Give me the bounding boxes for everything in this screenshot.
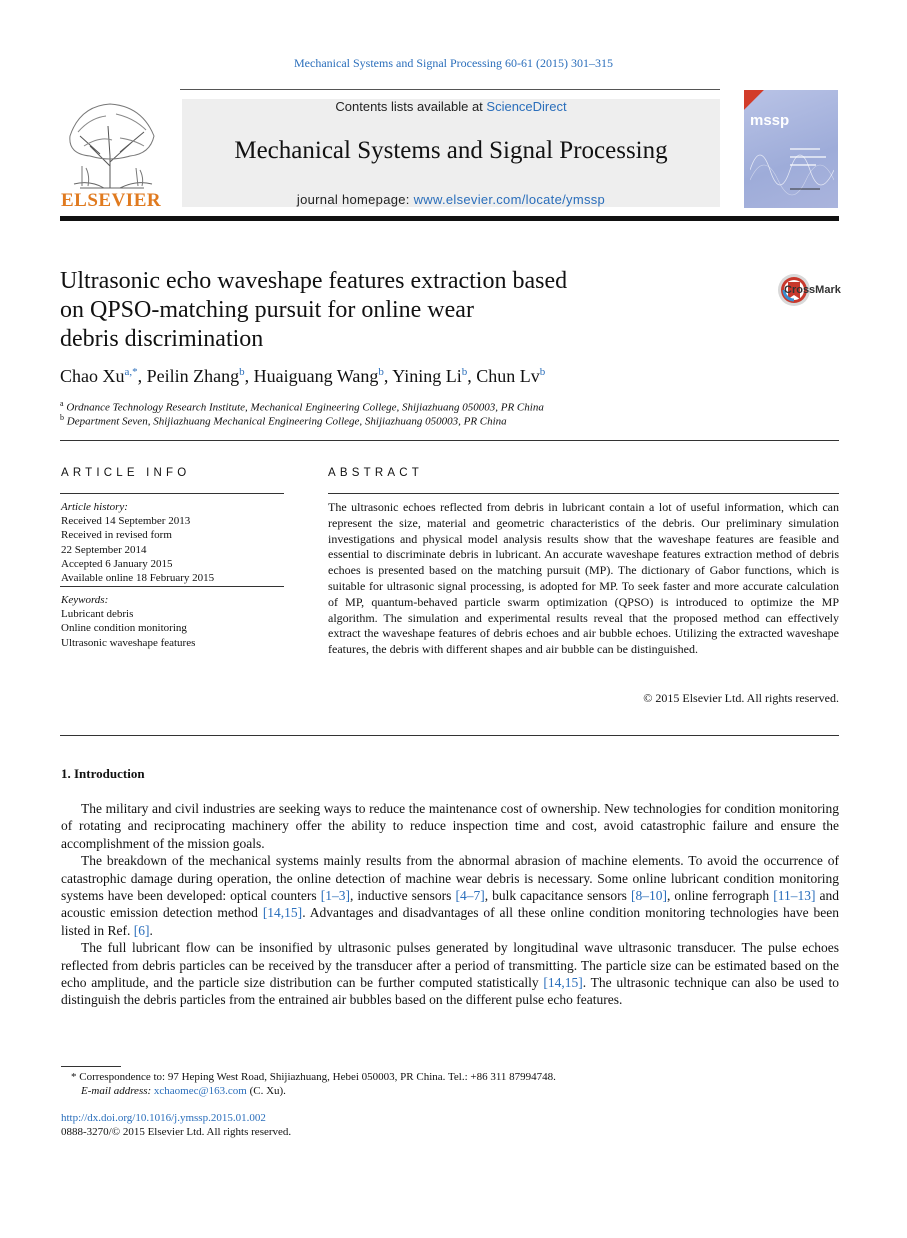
introduction-body (61, 800, 839, 1009)
history-label: Article history: (61, 501, 128, 513)
author-name[interactable]: Huaiguang Wang (253, 366, 379, 386)
affiliation-text: Department Seven, Shijiazhuang Mechanical Engineering College, Shijiazhuang 050003, PR China (66, 415, 507, 428)
footnote-rule (61, 1066, 121, 1067)
text-run: , inductive sensors (349, 888, 456, 904)
title-line: debris discrimination (60, 326, 264, 352)
affiliation-sup: a (60, 399, 64, 408)
citation-ref[interactable]: [14,15] (262, 905, 303, 921)
footnote-email-line (61, 1084, 839, 1098)
cover-corner-ribbon (744, 90, 774, 112)
article-history (61, 500, 286, 585)
abstract-bottom-rule (60, 735, 839, 736)
intro-paragraph-3 (61, 939, 839, 1009)
header-thick-rule (60, 216, 839, 221)
text-run: . (149, 922, 153, 938)
footnote-mark: * (71, 1071, 77, 1083)
journal-citation[interactable]: Mechanical Systems and Signal Processing 60-61 (2015) 301–315 (294, 56, 613, 70)
footnote-correspondence: Correspondence to: 97 Heping West Road, Shijiazhuang, Hebei 050003, PR China. Tel.: +86 311 87994748. (76, 1071, 556, 1083)
text-run: The breakdown of the mechanical systems mainly results from the abnormal abrasion of machine elements. To avoid the occurrence of catastrophic damage during operation, the online detection of machine wear debris is necessary. Some online lubricant condition monitoring systems have been developed: optical counters (61, 853, 839, 904)
correspondence-footnote (61, 1070, 839, 1098)
paper-title (60, 267, 680, 354)
citation-ref[interactable]: [4–7] (455, 888, 485, 904)
text-run: , online ferrograph (666, 888, 774, 904)
header-rule (180, 89, 720, 90)
homepage-prefix: journal homepage: (296, 192, 414, 207)
affiliation-a (60, 399, 544, 414)
elsevier-wordmark[interactable]: ELSEVIER (61, 190, 162, 211)
keyword-item: Lubricant debris (61, 608, 134, 621)
title-line: on QPSO-matching pursuit for online wear (60, 297, 474, 323)
abstract-heading: ABSTRACT (328, 467, 423, 479)
contents-prefix: Contents lists available at (335, 99, 487, 114)
affiliation-rule (60, 440, 839, 441)
history-item: Accepted 6 January 2015 (61, 557, 173, 570)
footnote-line (61, 1070, 839, 1084)
author-name[interactable]: Peilin Zhang (146, 366, 240, 386)
citation-ref[interactable]: [14,15] (543, 975, 583, 991)
sciencedirect-link[interactable]: ScienceDirect (486, 99, 567, 114)
journal-title: Mechanical Systems and Signal Processing (234, 137, 668, 164)
cover-title: mssp (750, 112, 790, 129)
history-item: Received 14 September 2013 (61, 515, 191, 528)
author-affil-sup[interactable]: a,* (124, 366, 138, 378)
history-rule (60, 586, 284, 587)
contents-line (182, 99, 720, 114)
journal-homepage-line (182, 192, 720, 207)
email-suffix: (C. Xu). (246, 1085, 286, 1097)
abstract-copyright: © 2015 Elsevier Ltd. All rights reserved. (643, 691, 839, 705)
section-heading-introduction: 1. Introduction (61, 766, 145, 781)
issn-copyright: 0888-3270/© 2015 Elsevier Ltd. All rights reserved. (61, 1126, 292, 1138)
text-run: and acoustic emission detection method (61, 888, 839, 921)
author-name[interactable]: Chun Lv (476, 366, 540, 386)
affiliation-sup: b (60, 413, 64, 422)
affiliation-text: Ordnance Technology Research Institute, Mechanical Engineering College, Shijiazhuang 050003, PR China (66, 401, 544, 414)
journal-cover-thumbnail[interactable] (744, 90, 838, 208)
history-item: Available online 18 February 2015 (61, 572, 215, 585)
citation-ref[interactable]: [1–3] (320, 888, 350, 904)
history-item: 22 September 2014 (61, 543, 147, 556)
author-name[interactable]: Chao Xu (60, 366, 125, 386)
title-line: Ultrasonic echo waveshape features extraction based (60, 268, 568, 294)
author-name[interactable]: Yining Li (392, 366, 462, 386)
abstract-rule (328, 493, 839, 494)
intro-paragraph-1: The military and civil industries are seeking ways to reduce the maintenance cost of ownership. New technologies for condition monitoring of rotating and reciprocating machinery offer the ability to reduce inspection time and cost, avoid catastrophic failure and ensure the accomplishment of the mission goals. (61, 801, 839, 851)
keyword-item: Online condition monitoring (61, 622, 187, 635)
author-affil-sup[interactable]: b (239, 366, 245, 378)
doi-link[interactable]: http://dx.doi.org/10.1016/j.ymssp.2015.01.002 (61, 1112, 266, 1124)
crossmark-label[interactable]: CrossMark (784, 284, 841, 296)
cover-waveform-graphic (750, 130, 834, 200)
text-run: . Advantages and disadvantages of all these online condition monitoring technologies have been listed in Ref. (61, 905, 839, 938)
journal-homepage-link[interactable]: www.elsevier.com/locate/ymssp (413, 192, 606, 207)
author-list: Chao $Xu^{a,*}$, Peilin Zhang$^b$, Huaiguang Wang$^b$, Yining Li$^b$, Chun Lv$^b$ (60, 366, 546, 386)
affiliation-b (60, 413, 507, 428)
article-info-rule (60, 493, 284, 494)
keyword-item: Ultrasonic waveshape features (61, 636, 196, 649)
history-item: Received in revised form (61, 529, 172, 542)
email-label: E-mail address: (81, 1085, 154, 1097)
author-affil-sup[interactable]: b (378, 366, 384, 378)
article-info-heading: ARTICLE INFO (61, 467, 191, 479)
keywords-block (61, 593, 286, 650)
text-run: , bulk capacitance sensors (484, 888, 631, 904)
text-run: . The ultrasonic technique can also be used to distinguish the debris particles from the entrained air bubbles based on the different pulse echo features. (61, 975, 839, 1008)
author-affil-sup[interactable]: b (539, 366, 546, 378)
intro-paragraph-2 (61, 852, 839, 939)
author-affil-sup[interactable]: b (461, 366, 468, 378)
citation-ref[interactable]: [8–10] (630, 888, 667, 904)
citation-ref[interactable]: [11–13] (773, 888, 816, 904)
abstract-text: The ultrasonic echoes reflected from debris in lubricant contain a lot of useful information, which can represent the size, material and geometric characteristics of the debris. Our preliminary simulation investigations and physical model analysis results show that the waveshape features are feasible and essential to discriminate debris in lubricant. An accurate waveshape features extraction method of debris echoes is presented based on the matching pursuit (MP). The dictionary of Gabor functions, which is suitable for ultrasonic signal processing, is adopted for MP. To seek faster and more accurate calculation of MP, quantum-behaved particle swarm optimization (QPSO) is introduced to optimize the MP algorithm. The simulation and experimental results reveal that the proposed method can effectively extract the waveshape features of debris echoes and air bubble echoes. Utilizing the extracted waveshape features, the debris with different shapes and air bubble can be distinguished. (328, 500, 839, 657)
citation-ref[interactable]: [6] (133, 922, 150, 938)
text-run: The full lubricant flow can be insonified by ultrasonic pulses generated by longitudinal wave ultrasonic transducer. The pulse echoes reflected from debris particles can be received by the transducer after a period of transmitting. The particle size can be estimated based on the echo amplitude, and the particle size distribution can be further computed statistically (61, 940, 839, 991)
email-link[interactable]: xchaomec@163.com (153, 1085, 247, 1097)
keywords-label: Keywords: (61, 594, 109, 606)
